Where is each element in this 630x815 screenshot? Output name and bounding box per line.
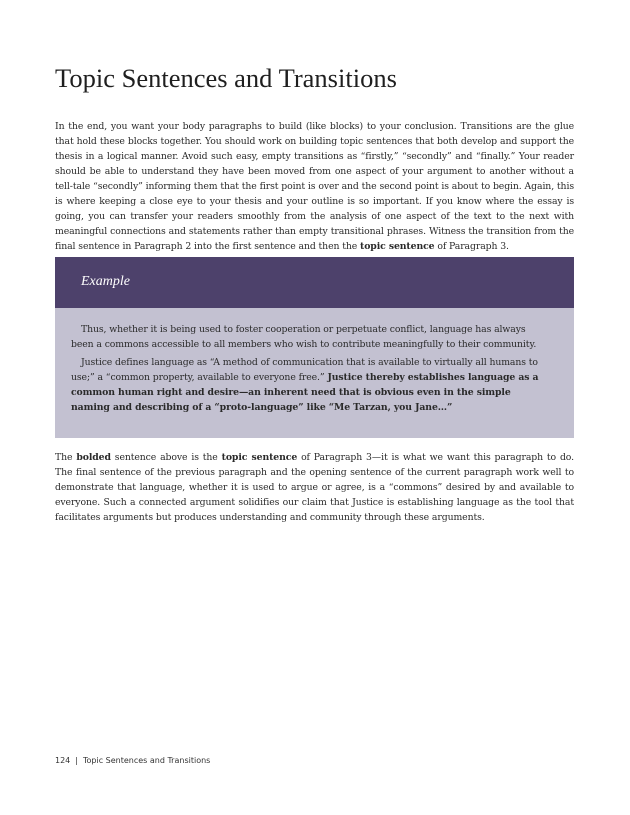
example-topic-sentence: Justice thereby establishes language as a common human right and desire—an inherent need that is obvious even in the simple naming and describing of a “proto-language” like “Me Tarzan, you Jane…” bbox=[71, 372, 539, 413]
topic-sentence-term: topic sentence bbox=[360, 241, 435, 252]
example-header bbox=[55, 257, 574, 308]
explanation-text-1: The bbox=[55, 452, 77, 463]
explanation-text-2: sentence above is the bbox=[110, 452, 222, 463]
topic-sentence-term-2: topic sentence bbox=[221, 452, 298, 463]
footer-section-title: Topic Sentences and Transitions bbox=[82, 756, 211, 765]
example-paragraph-2-plain: Justice defines language as “A method of communication that is available to virtually all humans to use;” a “common property, available to everyone free.” bbox=[71, 357, 538, 383]
intro-text: In the end, you want your body paragraphs to build (like blocks) to your conclusion. Transitions are the glue that hold these blocks together. You should work on building topic sentences that both develop and support the thesis in a logical manner. Avoid such easy, empty transitions as “firstly,” “secondly” and “finally.” Your reader should be able to understand they have been moved from one aspect of your argument to another without a tell-tale “secondly” informing them that the first point is over and the second point is about to begin. Again, this is where keeping a close eye to your thesis and your outline is so important. If you know where the essay is going, you can transfer your readers smoothly from the analysis of one aspect of the text to the next with meaningful connections and statements rather than empty transitional phrases. Witness the transition from the final sentence in Paragraph 2 into the first sentence and then the bbox=[55, 121, 574, 252]
page-title: Topic Sentences and Transitions bbox=[55, 63, 397, 93]
explanation-paragraph bbox=[55, 450, 574, 525]
intro-paragraph bbox=[55, 119, 574, 254]
intro-tail: of Paragraph 3. bbox=[434, 241, 509, 252]
footer-separator: | bbox=[75, 756, 78, 765]
example-label: Example bbox=[81, 274, 130, 289]
bolded-term: bolded bbox=[76, 452, 111, 463]
page-number: 124 bbox=[55, 756, 71, 765]
example-paragraph-1: Thus, whether it is being used to foster cooperation or perpetuate conflict, language has always been a commons accessible to all members who wish to contribute meaningfully to their community. bbox=[71, 324, 537, 350]
explanation-text-3: of Paragraph 3—it is what we want this paragraph to do. The final sentence of the previous paragraph and the opening sentence of the current paragraph work well to demonstrate that language, whether it is used to argue or agree, is a “commons” desired by and available to everyone. Such a connected argument solidifies our claim that Justice is establishing language as the tool that facilitates arguments but produces understanding and community through these arguments. bbox=[55, 452, 574, 523]
example-body bbox=[55, 308, 574, 438]
example-paragraph-2 bbox=[71, 355, 541, 415]
page-footer bbox=[55, 756, 210, 765]
